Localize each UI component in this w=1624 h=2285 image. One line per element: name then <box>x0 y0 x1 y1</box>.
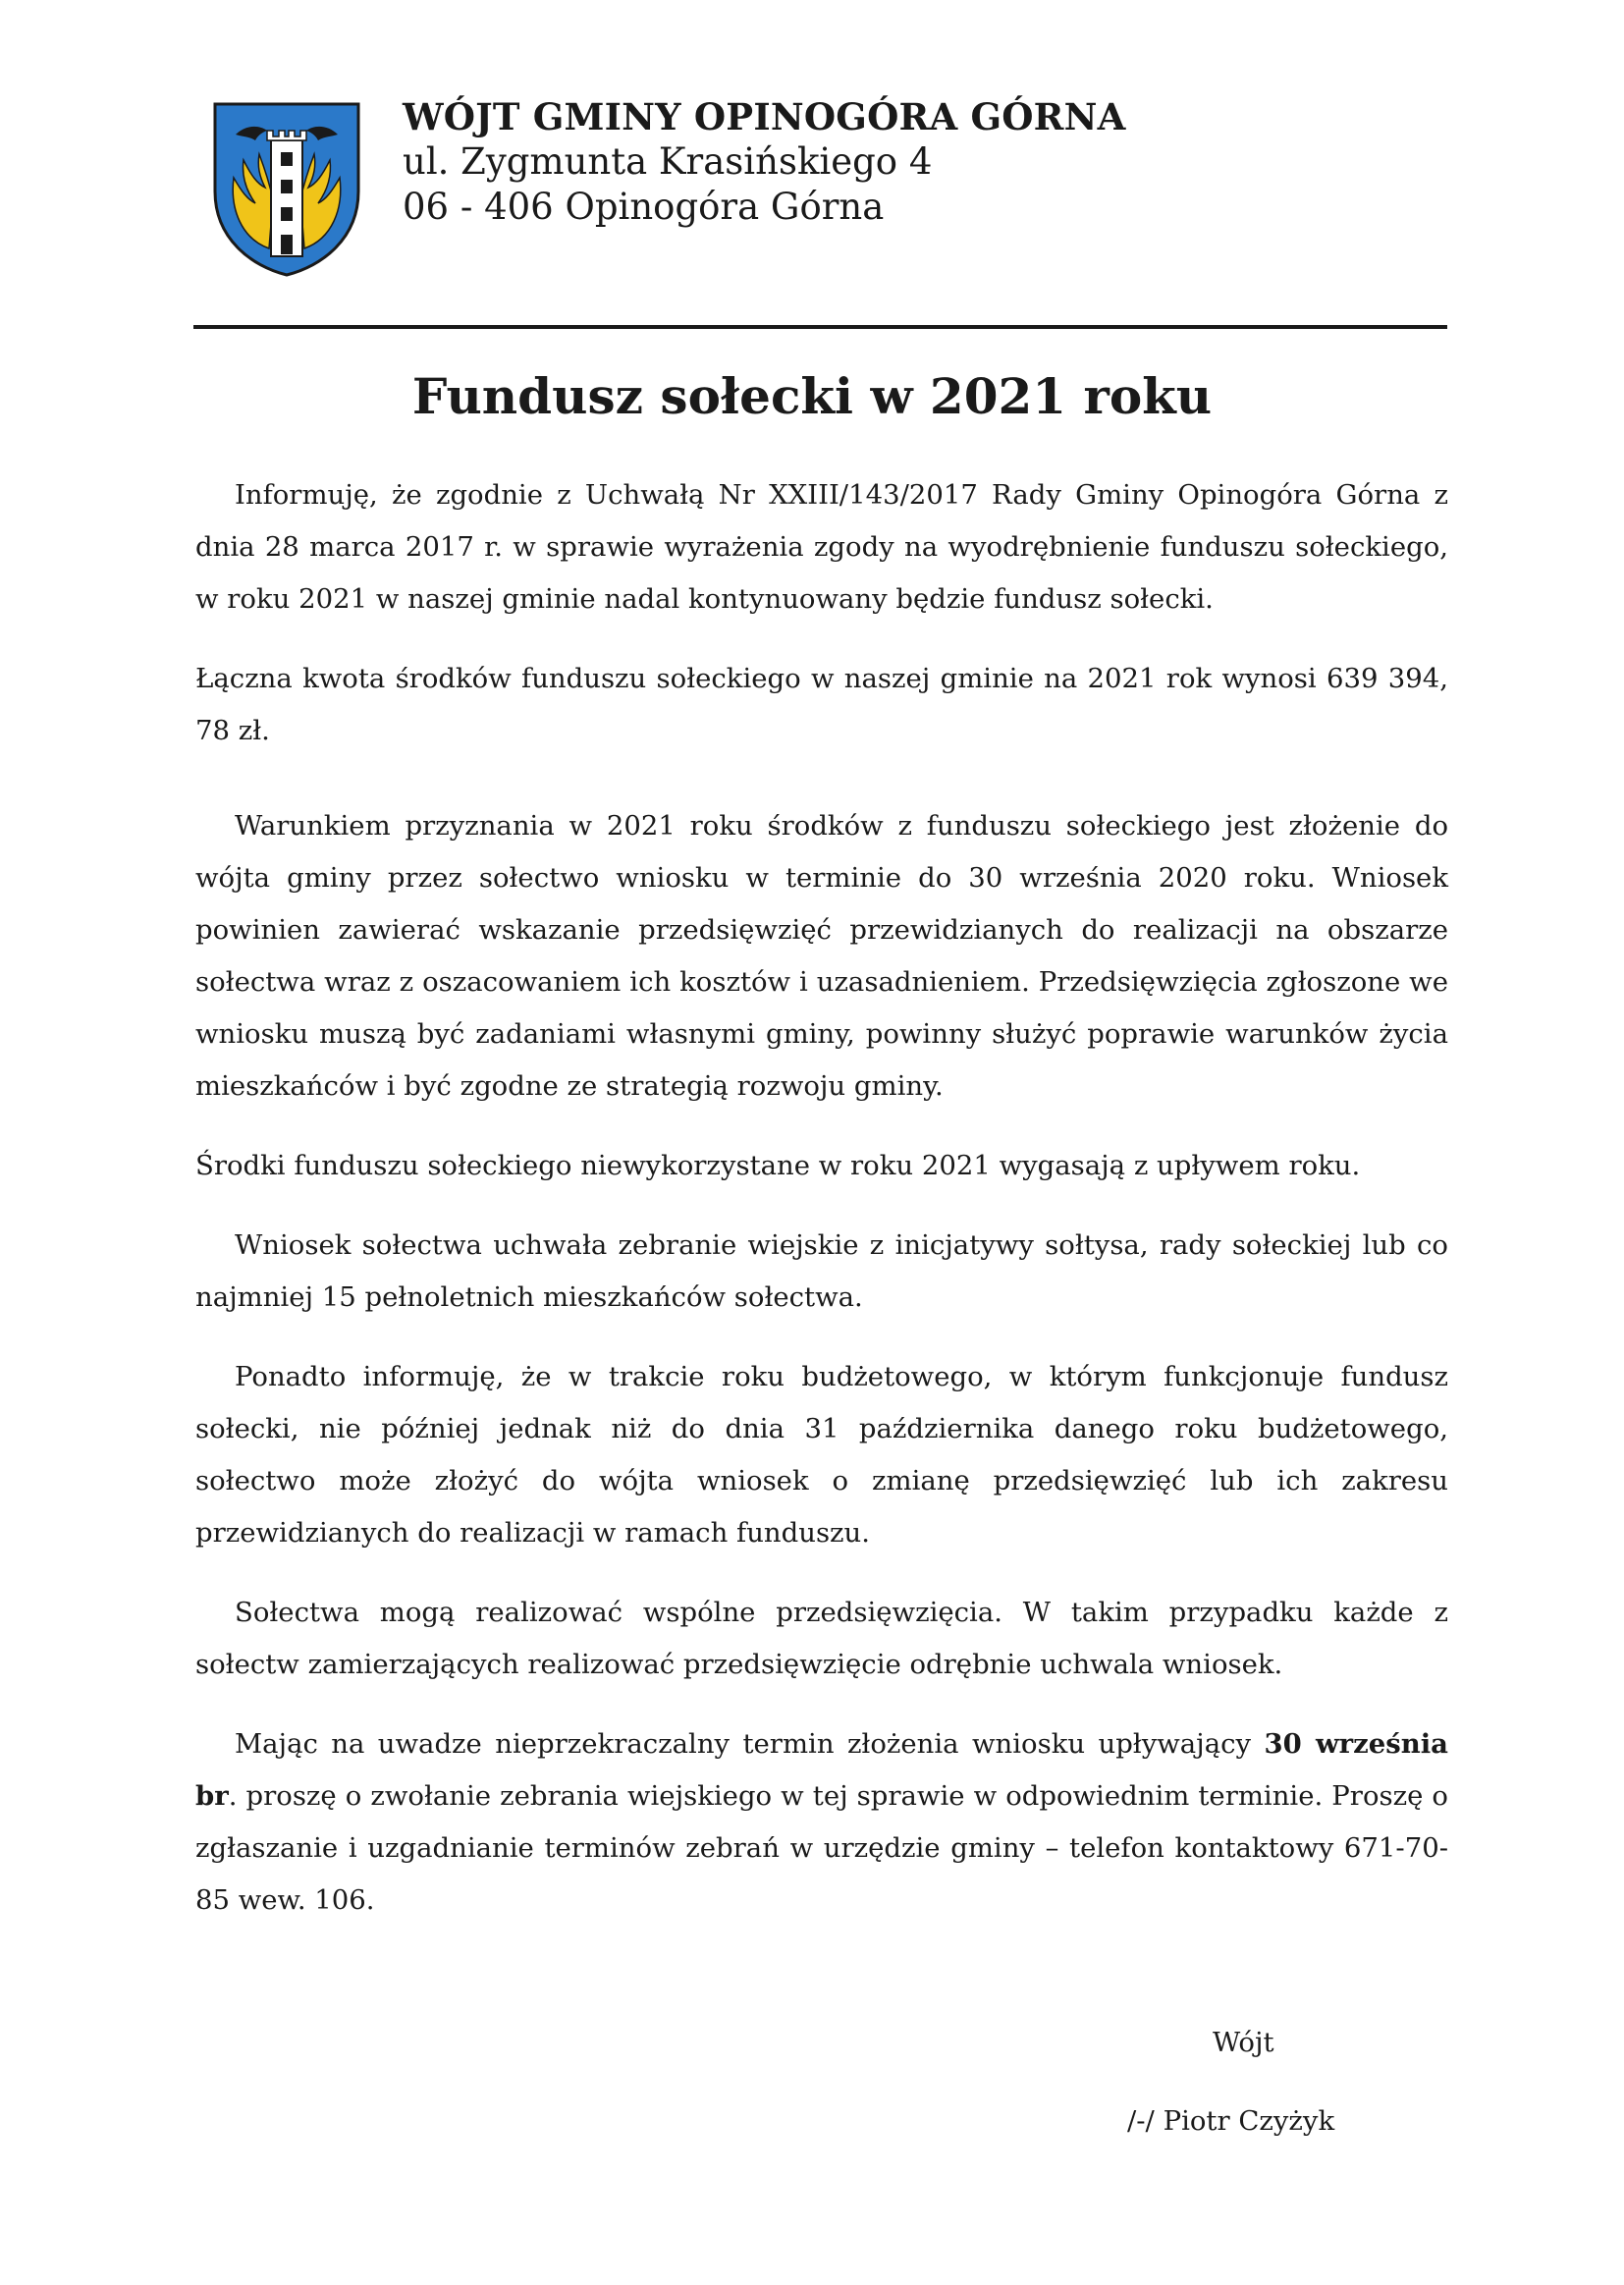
document-body <box>195 469 1448 1927</box>
paragraph-2: Łączna kwota środków funduszu sołeckiego w naszej gminie na 2021 rok wynosi 639 394, 78 zł. <box>195 663 1448 746</box>
paragraph-8-text-end: . proszę o zwołanie zebrania wiejskiego w tej sprawie w odpowiednim terminie. Proszę o zgłaszanie i uzgadnianie terminów zebrań w urzędzie gminy – telefon kontaktowy 671-70-85 wew. 106. <box>195 1780 1448 1916</box>
paragraph-1: Informuję, że zgodnie z Uchwałą Nr XXIII/143/2017 Rady Gminy Opinogóra Górna z dnia 28 marca 2017 r. w sprawie wyrażenia zgody na wyodrębnienie funduszu sołeckiego, w roku 2021 w naszej gminie nadal kontynuowany będzie fundusz sołecki. <box>195 479 1448 615</box>
paragraph-4: Środki funduszu sołeckiego niewykorzystane w roku 2021 wygasają z upływem roku. <box>195 1150 1361 1181</box>
paragraph-7: Sołectwa mogą realizować wspólne przedsięwzięcia. W takim przypadku każde z sołectw zamierzających realizować przedsięwzięcie odrębnie uchwala wniosek. <box>195 1597 1448 1680</box>
paragraph-8 <box>195 1718 1448 1927</box>
signature-name: /-/ Piotr Czyżyk <box>1127 2105 1335 2137</box>
organization-name: WÓJT GMINY OPINOGÓRA GÓRNA <box>403 95 1126 138</box>
deadline-date: 30 września br <box>195 1728 1448 1812</box>
address-street: ul. Zygmunta Krasińskiego 4 <box>403 140 933 183</box>
letterhead <box>403 94 1126 230</box>
document-title: Fundusz sołecki w 2021 roku <box>411 367 1213 425</box>
coat-of-arms-icon <box>212 101 361 278</box>
paragraph-6: Ponadto informuję, że w trakcie roku budżetowego, w którym funkcjonuje fundusz sołecki, nie później jednak niż do dnia 31 października danego roku budżetowego, sołectwo może złożyć do wójta wniosek o zmianę przedsięwzięć lub ich zakresu przewidzianych do realizacji w ramach funduszu. <box>195 1361 1448 1549</box>
paragraph-3: Warunkiem przyznania w 2021 roku środków z funduszu sołeckiego jest złożenie do wójta gminy przez sołectwo wniosku w terminie do 30 września 2020 roku. Wniosek powinien zawierać wskazanie przedsięwzięć przewidzianych do realizacji na obszarze sołectwa wraz z oszacowaniem ich kosztów i uzasadnieniem. Przedsięwzięcia zgłoszone we wniosku muszą być zadaniami własnymi gminy, powinny służyć poprawie warunków życia mieszkańców i być zgodne ze strategią rozwoju gminy. <box>195 810 1448 1102</box>
paragraph-8-text-start: Mając na uwadze nieprzekraczalny termin złożenia wniosku upływający <box>235 1728 1265 1760</box>
signature-role: Wójt <box>1213 2027 1274 2058</box>
address-city: 06 - 406 Opinogóra Górna <box>403 186 885 228</box>
header-divider <box>193 325 1447 329</box>
paragraph-5: Wniosek sołectwa uchwała zebranie wiejskie z inicjatywy sołtysa, rady sołeckiej lub co najmniej 15 pełnoletnich mieszkańców sołectwa. <box>195 1229 1448 1313</box>
